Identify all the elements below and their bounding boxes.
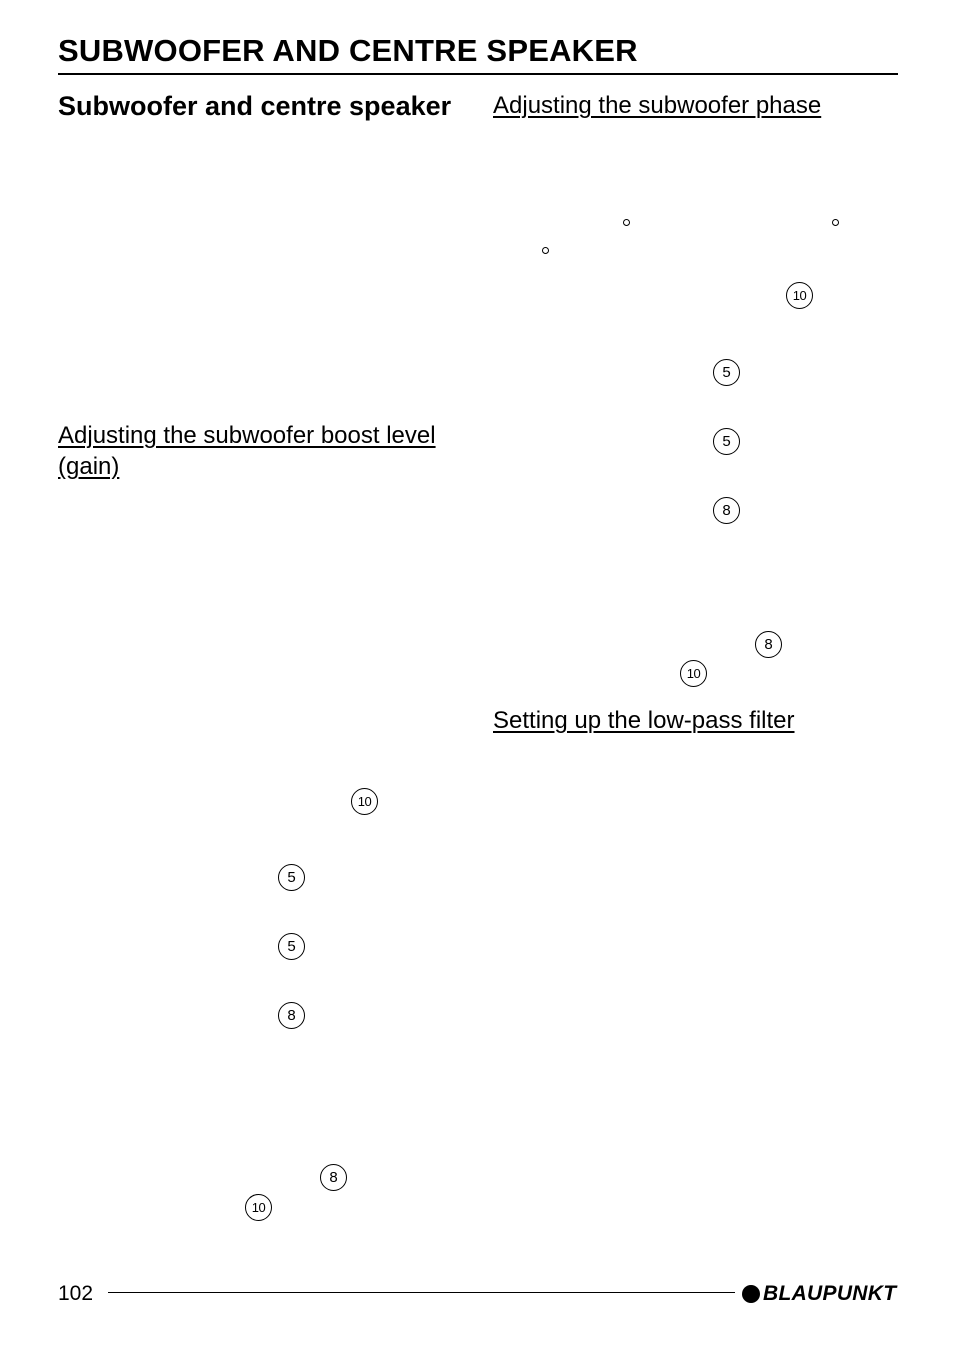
subwoofer-centre-heading: Subwoofer and centre speaker — [58, 91, 452, 121]
control-reference-marker: 10 — [680, 660, 707, 687]
brand-name: BLAUPUNKT — [763, 1282, 897, 1305]
degree-symbol-icon — [623, 219, 630, 226]
brand-logo — [742, 1282, 896, 1306]
degree-symbol-icon — [542, 247, 549, 254]
control-reference-marker: 5 — [713, 428, 740, 455]
control-reference-marker: 5 — [278, 864, 305, 891]
brand-dot-icon — [742, 1285, 760, 1303]
control-reference-marker: 10 — [245, 1194, 272, 1221]
phase-heading: Adjusting the subwoofer phase — [493, 92, 822, 119]
gain-heading: Adjusting the subwoofer boost level (gain) — [58, 422, 436, 480]
page-section-title: SUBWOOFER AND CENTRE SPEAKER — [58, 33, 638, 68]
control-reference-marker: 10 — [351, 788, 378, 815]
control-reference-marker: 5 — [713, 359, 740, 386]
control-reference-marker: 5 — [278, 933, 305, 960]
control-reference-marker: 10 — [786, 282, 813, 309]
title-divider — [58, 73, 898, 75]
control-reference-marker: 8 — [320, 1164, 347, 1191]
footer-divider — [108, 1292, 735, 1293]
page-number: 102 — [58, 1282, 94, 1305]
degree-symbol-icon — [832, 219, 839, 226]
lowpass-heading: Setting up the low-pass filter — [493, 707, 795, 734]
control-reference-marker: 8 — [755, 631, 782, 658]
control-reference-marker: 8 — [278, 1002, 305, 1029]
control-reference-marker: 8 — [713, 497, 740, 524]
